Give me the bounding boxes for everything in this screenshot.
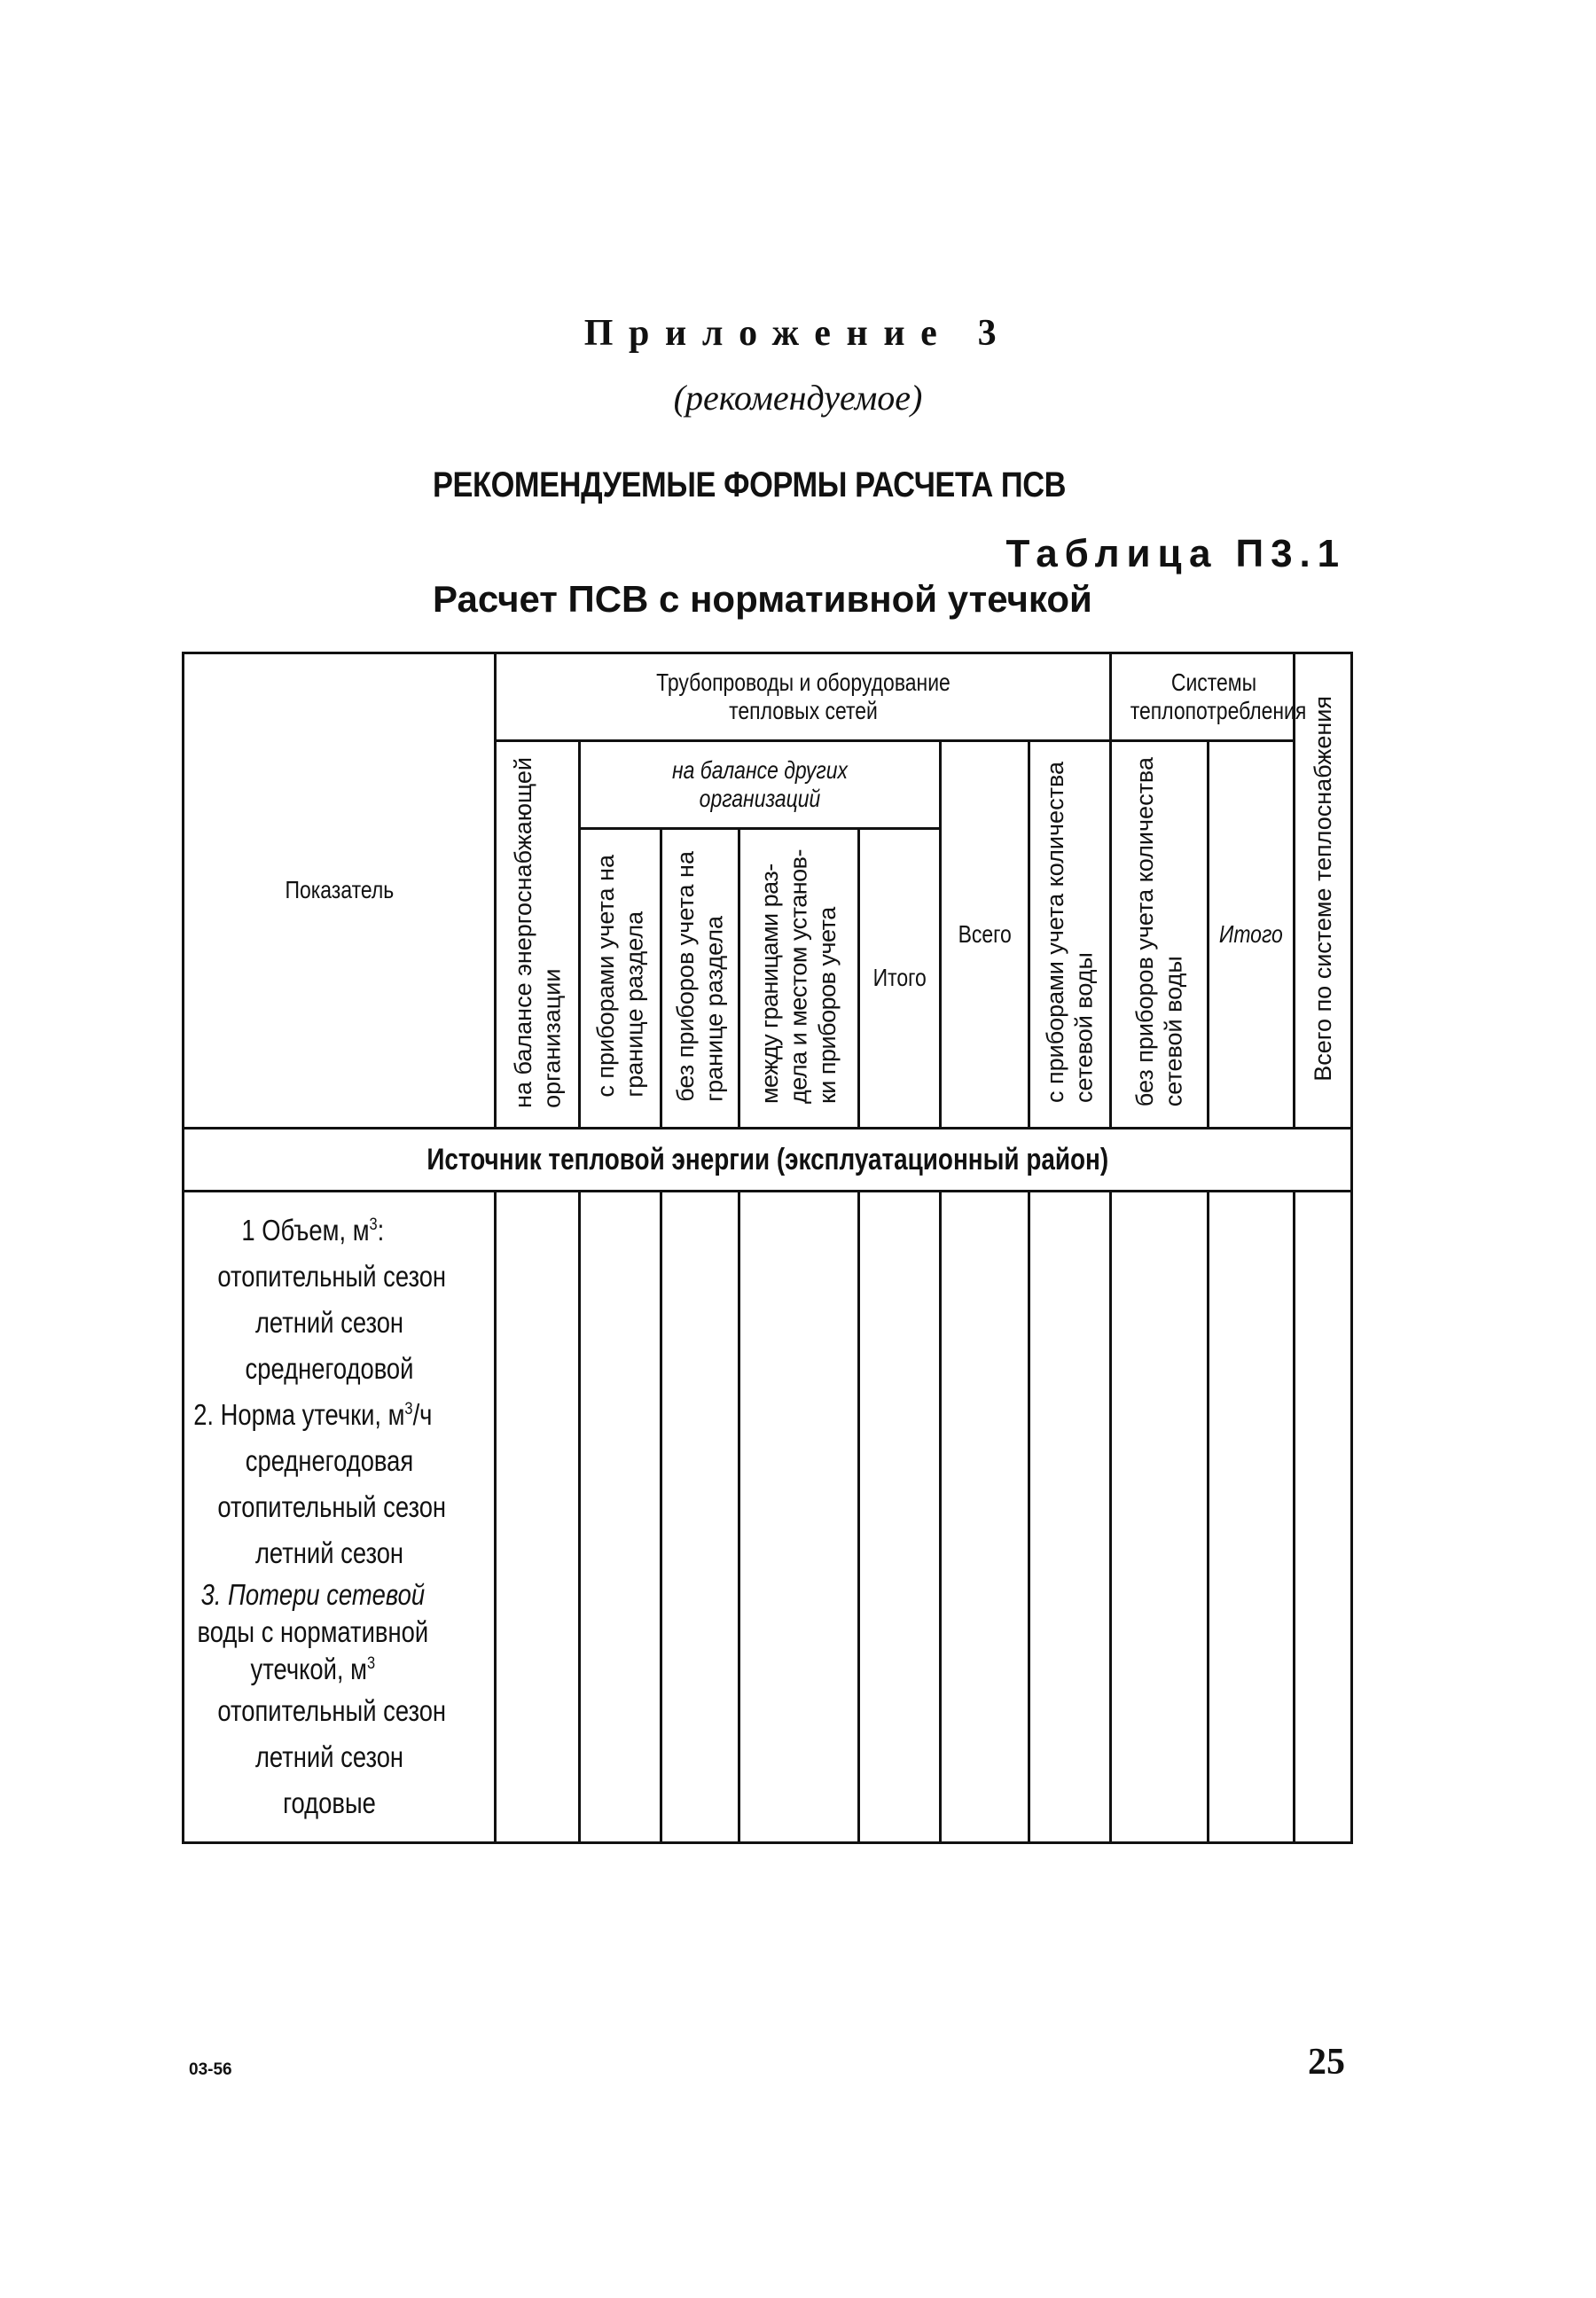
row3-title-line: воды с нормативной	[197, 1615, 429, 1648]
with-meters-border-label: с приборами учета на границе раздела	[592, 855, 648, 1098]
total-system-header	[1295, 653, 1352, 1129]
data-cell	[859, 1192, 941, 1843]
without-meters-water-header	[1111, 741, 1209, 1129]
row2-title: 2. Норма утечки, $м^3/ч$	[193, 1398, 433, 1431]
consumers-subtotal-label: Итого	[1219, 919, 1283, 948]
between-border-label: между границами раз- дела и местом установ- ки приборов учета	[756, 848, 841, 1104]
row1-title: 1 Объем, $м^3$:	[241, 1214, 385, 1247]
consumers-group-label: Системы теплопотребления	[1130, 668, 1307, 724]
data-cell	[1295, 1192, 1352, 1843]
between-border-header	[739, 829, 859, 1129]
total-system-label: Всего по системе теплоснабжения	[1309, 695, 1336, 1082]
row2-item: летний сезон	[254, 1536, 404, 1569]
data-cell	[941, 1192, 1029, 1843]
data-cell	[661, 1192, 739, 1843]
psv-calculation-table	[182, 652, 1353, 1844]
row2-item: среднегодовая	[245, 1444, 414, 1477]
source-section-row	[184, 1129, 1352, 1192]
networks-group-label: Трубопроводы и оборудование тепловых сетей	[655, 668, 951, 724]
other-subtotal-header	[859, 829, 941, 1129]
data-cell	[580, 1192, 661, 1843]
appendix-subtitle: (рекомендуемое)	[673, 378, 923, 418]
row3-item: летний сезон	[254, 1740, 404, 1773]
data-cell	[496, 1192, 580, 1843]
table-title: Расчет ПСВ с нормативной утечкой	[433, 578, 1092, 620]
row2-item: отопительный сезон	[217, 1490, 447, 1523]
row3-item: годовые	[283, 1786, 376, 1819]
row3-item: отопительный сезон	[217, 1694, 447, 1727]
indicator-header: Показатель	[285, 876, 394, 904]
indicator-labels-cell	[184, 1192, 496, 1843]
consumers-group-header	[1111, 653, 1307, 741]
row3-title-line: утечкой, $м^3$	[250, 1653, 376, 1685]
networks-total-label: Всего	[958, 919, 1012, 948]
appendix-title: Приложение 3	[583, 313, 1013, 354]
page-number: 25	[1308, 2042, 1345, 2083]
with-meters-water-header	[1029, 741, 1111, 1129]
supplier-balance-label: на балансе энергоснабжающей организации	[509, 756, 565, 1108]
supplier-balance-header	[496, 741, 580, 1129]
other-orgs-group-header	[580, 741, 941, 829]
without-meters-water-label: без приборов учета количества сетевой воды	[1131, 757, 1187, 1107]
data-cell	[1209, 1192, 1295, 1843]
row3-title-line: 3. Потери сетевой	[200, 1578, 426, 1611]
networks-total-header	[941, 741, 1029, 1129]
data-cell	[1029, 1192, 1111, 1843]
indicator-header-cell	[184, 653, 496, 1129]
row1-item: летний сезон	[254, 1306, 404, 1339]
footer-code: 03-56	[189, 2060, 232, 2079]
consumers-subtotal-header	[1209, 741, 1295, 1129]
without-meters-border-header	[661, 829, 739, 1129]
table-number: Таблица П3.1	[1005, 532, 1346, 575]
without-meters-border-label: без приборов учета на границе раздела	[672, 850, 728, 1102]
data-cell	[739, 1192, 859, 1843]
other-subtotal-label: Итого	[872, 964, 927, 992]
source-section-label: Источник тепловой энергии (эксплуатационный район)	[426, 1142, 1108, 1176]
section-title: РЕКОМЕНДУЕМЫЕ ФОРМЫ РАСЧЕТА ПСВ	[433, 465, 1067, 504]
row1-item: отопительный сезон	[217, 1260, 447, 1293]
data-cell	[1111, 1192, 1209, 1843]
with-meters-border-header	[580, 829, 661, 1129]
row1-item: среднегодовой	[245, 1352, 414, 1385]
with-meters-water-label: с приборами учета количества сетевой воды	[1042, 761, 1098, 1104]
networks-group-header	[496, 653, 1111, 741]
other-orgs-group-label: на балансе других организаций	[672, 755, 848, 812]
